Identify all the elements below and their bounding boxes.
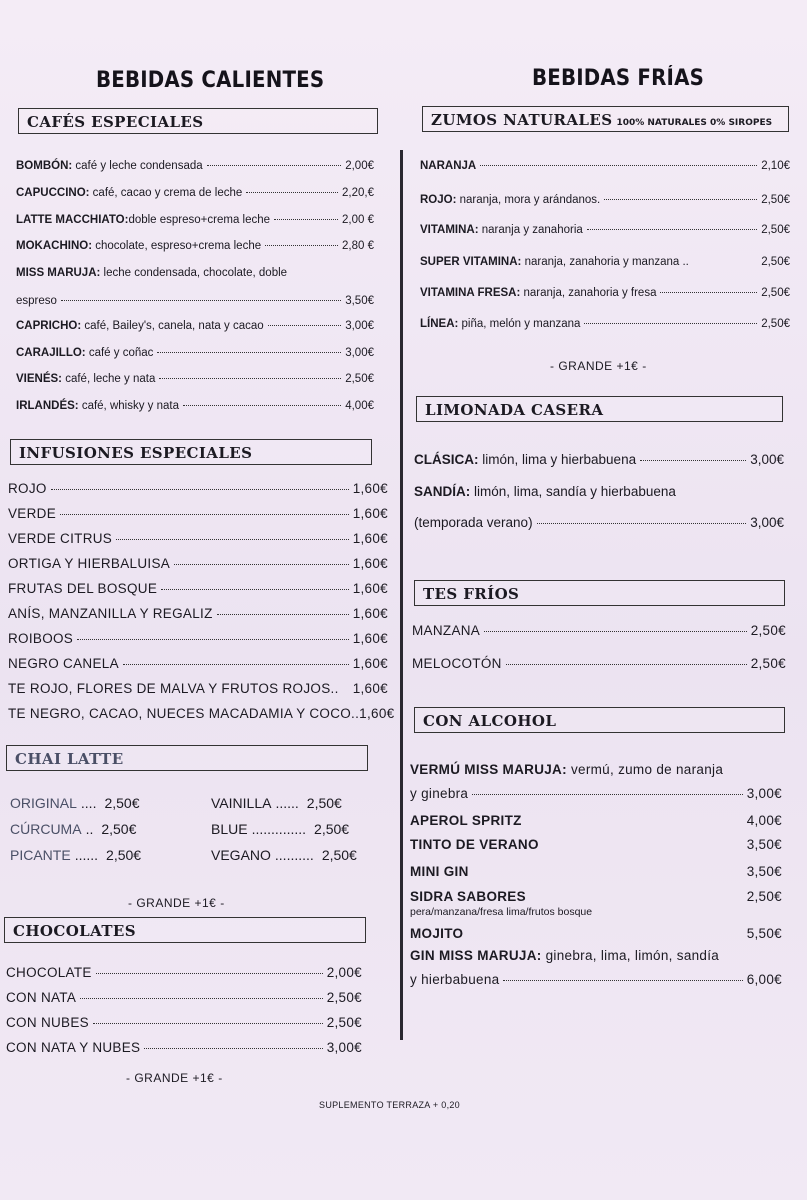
item-price: 2,50€ <box>106 847 142 863</box>
section-chai-latte: CHAI LATTE <box>6 745 368 771</box>
zumo-item <box>420 287 790 299</box>
item-price: 6,00€ <box>746 972 782 987</box>
infusion-item <box>8 631 388 646</box>
cafe-item <box>16 214 374 226</box>
item-name: APEROL SPRITZ <box>410 813 522 828</box>
item-name: FRUTAS DEL BOSQUE <box>8 581 158 596</box>
cafe-item <box>16 187 374 199</box>
infusion-item <box>8 606 388 621</box>
infusion-item <box>8 556 388 571</box>
item-name: PICANTE <box>10 847 71 863</box>
dot-leader: .... <box>80 795 97 811</box>
dot-leader <box>77 638 349 640</box>
item-price: 3,50€ <box>746 864 782 879</box>
item-description: limón, lima, sandía y hierbabuena <box>470 484 676 499</box>
item-price: 3,00€ <box>750 452 784 467</box>
section-zumos-naturales <box>422 106 789 132</box>
dot-leader <box>93 1022 323 1024</box>
item-name: MANZANA <box>412 623 481 638</box>
dot-leader <box>503 979 742 981</box>
te-item <box>412 623 786 638</box>
chai-item <box>211 847 357 863</box>
chai-item <box>10 847 141 863</box>
infusion-item <box>8 706 395 721</box>
item-price: 2,80 € <box>342 240 374 252</box>
dot-leader <box>268 324 342 326</box>
item-description: y hierbabuena <box>410 972 500 987</box>
dot-leader: ...... <box>74 847 99 863</box>
zumo-item <box>420 194 790 206</box>
limonada-item <box>414 484 784 499</box>
item-price: 1,60€ <box>352 481 388 496</box>
zumos-grande-note: - GRANDE +1€ - <box>550 359 647 373</box>
item-price: 3,00€ <box>750 515 784 530</box>
infusion-item <box>8 581 388 596</box>
infusion-item <box>8 656 388 671</box>
zumo-item <box>420 318 790 330</box>
item-name: CON NATA <box>6 990 77 1005</box>
item-name: ANÍS, MANZANILLA Y REGALIZ <box>8 606 213 621</box>
item-name: ROIBOOS <box>8 631 74 646</box>
item-description: limón, lima y hierbabuena <box>478 452 637 467</box>
chocolate-item <box>6 965 362 980</box>
item-name: CAPRICHO: <box>16 320 82 332</box>
item-price: 4,00€ <box>345 400 374 412</box>
item-price: 1,60€ <box>352 581 388 596</box>
cold-drinks-title: BEBIDAS FRÍAS <box>532 66 705 91</box>
item-name: MOJITO <box>410 926 464 941</box>
dot-leader <box>484 630 747 632</box>
item-price: 2,50€ <box>761 224 790 236</box>
cafe-item <box>16 160 374 172</box>
item-price: 2,50€ <box>326 1015 362 1030</box>
item-description: café, leche y nata <box>62 373 156 385</box>
dot-leader <box>51 488 349 490</box>
section-chocolates: CHOCOLATES <box>4 917 366 943</box>
item-name: BLUE <box>211 821 248 837</box>
hot-drinks-title: BEBIDAS CALIENTES <box>96 68 325 93</box>
item-name: VITAMINA FRESA: <box>420 287 521 299</box>
item-price: 2,00€ <box>345 160 374 172</box>
item-name: NARANJA <box>420 160 477 172</box>
infusion-item <box>8 681 388 696</box>
item-price: 2,50€ <box>750 656 786 671</box>
item-name: NEGRO CANELA <box>8 656 119 671</box>
item-price: 2,50€ <box>104 795 140 811</box>
dot-leader <box>183 404 341 406</box>
item-name: VERDE <box>8 506 57 521</box>
item-name: IRLANDÉS: <box>16 400 79 412</box>
item-name: VAINILLA <box>211 795 272 811</box>
item-name: VERMÚ MISS MARUJA: <box>410 762 567 777</box>
item-name: TINTO DE VERANO <box>410 837 539 852</box>
item-price: 2,50€ <box>101 821 137 837</box>
dot-leader <box>246 191 338 193</box>
chocolate-item <box>6 1015 362 1030</box>
item-description: naranja y zanahoria <box>478 224 583 236</box>
alcohol-item <box>410 889 782 904</box>
item-price: 3,00€ <box>345 320 374 332</box>
alcohol-item <box>410 786 782 801</box>
dot-leader <box>537 522 747 524</box>
alcohol-item <box>410 972 782 987</box>
footer-terraza: SUPLEMENTO TERRAZA + 0,20 <box>319 1100 460 1110</box>
item-description: espreso <box>16 295 57 307</box>
chai-item <box>211 821 349 837</box>
item-price: 2,00€ <box>326 965 362 980</box>
alcohol-item <box>410 762 782 777</box>
item-name: TE NEGRO, CACAO, NUECES MACADAMIA Y COCO.. <box>8 706 360 721</box>
item-name: VIENÉS: <box>16 373 63 385</box>
item-price: 1,60€ <box>352 631 388 646</box>
item-name: ORIGINAL <box>10 795 77 811</box>
alcohol-item <box>410 926 782 941</box>
chai-item <box>10 821 136 837</box>
item-name: TE ROJO, FLORES DE MALVA Y FRUTOS ROJOS.. <box>8 681 339 696</box>
dot-leader: .......... <box>274 847 314 863</box>
zumo-item <box>420 256 790 268</box>
item-description: ginebra, lima, limón, sandía <box>541 948 720 963</box>
item-description: piña, melón y manzana <box>458 318 581 330</box>
dot-leader <box>472 793 742 795</box>
dot-leader <box>116 538 349 540</box>
item-price: 1,60€ <box>352 656 388 671</box>
item-name: MISS MARUJA: <box>16 267 101 279</box>
chocolate-item <box>6 1040 362 1055</box>
dot-leader <box>159 377 341 379</box>
dot-leader: ...... <box>275 795 299 811</box>
item-price: 3,50€ <box>345 295 374 307</box>
item-description: café y leche condensada <box>72 160 203 172</box>
cafe-item <box>16 373 374 385</box>
item-price: 1,60€ <box>352 606 388 621</box>
sidra-flavours: pera/manzana/fresa lima/frutos bosque <box>410 906 593 918</box>
alcohol-item <box>410 837 782 852</box>
item-price: 5,50€ <box>746 926 782 941</box>
item-price: 2,50€ <box>746 889 782 904</box>
item-description: leche condensada, chocolate, doble <box>100 267 288 279</box>
item-price: 3,00€ <box>345 347 374 359</box>
dot-leader <box>640 459 746 461</box>
item-price: 1,60€ <box>352 531 388 546</box>
item-description: naranja, zanahoria y manzana .. <box>521 256 689 268</box>
item-description: naranja, mora y arándanos. <box>456 194 601 206</box>
chocolates-grande-note: - GRANDE +1€ - <box>126 1071 223 1085</box>
item-description: café y coñac <box>85 347 154 359</box>
cafe-item <box>16 347 374 359</box>
zumos-title: ZUMOS NATURALES <box>431 111 613 129</box>
item-name: CON NUBES <box>6 1015 89 1030</box>
dot-leader <box>265 244 338 246</box>
item-description: (temporada verano) <box>414 515 533 530</box>
item-name: ROJO <box>8 481 47 496</box>
section-limonada: LIMONADA CASERA <box>416 396 783 422</box>
dot-leader <box>660 291 757 293</box>
item-price: 2,50€ <box>761 256 790 268</box>
item-price: 2,50€ <box>761 194 790 206</box>
item-description: vermú, zumo de naranja <box>566 762 724 777</box>
item-description: y ginebra <box>410 786 469 801</box>
item-price: 1,60€ <box>352 556 388 571</box>
alcohol-item <box>410 813 782 828</box>
dot-leader <box>587 228 757 230</box>
cafe-item <box>16 400 374 412</box>
dot-leader <box>274 218 338 220</box>
item-price: 2,00 € <box>342 214 374 226</box>
section-con-alcohol: CON ALCOHOL <box>414 707 785 733</box>
item-name: CHOCOLATE <box>6 965 92 980</box>
section-tes-frios: TES FRÍOS <box>414 580 785 606</box>
dot-leader <box>217 613 349 615</box>
column-divider <box>400 150 403 1040</box>
dot-leader <box>161 588 349 590</box>
item-name: GIN MISS MARUJA: <box>410 948 542 963</box>
chai-item <box>10 795 140 811</box>
chai-item <box>211 795 342 811</box>
item-price: 2,50€ <box>321 847 357 863</box>
item-name: ROJO: <box>420 194 457 206</box>
dot-leader <box>174 563 349 565</box>
item-price: 3,00€ <box>746 786 782 801</box>
item-name: CON NATA Y NUBES <box>6 1040 141 1055</box>
item-price: 2,50€ <box>761 287 790 299</box>
item-price: 2,50€ <box>750 623 786 638</box>
section-cafes-especiales: CAFÉS ESPECIALES <box>18 108 378 134</box>
alcohol-item <box>410 948 782 963</box>
infusion-item <box>8 506 388 521</box>
item-price: 2,50€ <box>345 373 374 385</box>
cafe-item <box>16 240 374 252</box>
item-name: ORTIGA Y HIERBALUISA <box>8 556 171 571</box>
zumo-item <box>420 224 790 236</box>
item-name: MINI GIN <box>410 864 469 879</box>
item-name: MOKACHINO: <box>16 240 93 252</box>
item-price: 1,60€ <box>352 506 388 521</box>
alcohol-item <box>410 864 782 879</box>
item-price: 2,50€ <box>761 318 790 330</box>
item-description: café, whisky y nata <box>78 400 179 412</box>
dot-leader: .. <box>85 821 94 837</box>
item-name: VEGANO <box>211 847 271 863</box>
limonada-item <box>414 515 784 530</box>
dot-leader <box>96 972 323 974</box>
item-name: SIDRA SABORES <box>410 889 526 904</box>
section-infusiones: INFUSIONES ESPECIALES <box>10 439 372 465</box>
item-name: MELOCOTÓN <box>412 656 502 671</box>
dot-leader <box>157 351 341 353</box>
infusion-item <box>8 531 388 546</box>
cafe-item <box>16 267 374 279</box>
te-item <box>412 656 786 671</box>
item-name: VERDE CITRUS <box>8 531 113 546</box>
item-name: CLÁSICA: <box>414 452 479 467</box>
item-description: naranja, zanahoria y fresa <box>520 287 657 299</box>
item-name: LATTE MACCHIATO: <box>16 214 129 226</box>
item-price: 2,10€ <box>761 160 790 172</box>
item-name: LÍNEA: <box>420 318 459 330</box>
dot-leader <box>144 1047 322 1049</box>
item-name: CAPUCCINO: <box>16 187 90 199</box>
dot-leader <box>604 198 757 200</box>
dot-leader <box>584 322 757 324</box>
item-price: 3,00€ <box>326 1040 362 1055</box>
item-price: 1,60€ <box>359 706 395 721</box>
dot-leader <box>123 663 349 665</box>
item-price: 2,50€ <box>306 795 342 811</box>
chocolate-item <box>6 990 362 1005</box>
dot-leader <box>207 164 342 166</box>
item-name: SANDÍA: <box>414 484 471 499</box>
item-name: CARAJILLO: <box>16 347 86 359</box>
item-name: VITAMINA: <box>420 224 479 236</box>
dot-leader: .............. <box>251 821 307 837</box>
dot-leader <box>480 164 757 166</box>
item-price: 2,50€ <box>326 990 362 1005</box>
item-price: 2,50€ <box>314 821 350 837</box>
item-price: 4,00€ <box>746 813 782 828</box>
item-description: doble espreso+crema leche <box>128 214 271 226</box>
item-name: SUPER VITAMINA: <box>420 256 522 268</box>
dot-leader <box>80 997 323 999</box>
item-price: 2,20,€ <box>342 187 374 199</box>
infusion-item <box>8 481 388 496</box>
cafe-item <box>16 320 374 332</box>
cafe-item <box>16 295 374 307</box>
dot-leader <box>506 663 747 665</box>
item-description: café, Bailey's, canela, nata y cacao <box>81 320 264 332</box>
item-name: BOMBÓN: <box>16 160 73 172</box>
zumos-subtitle: 100% NATURALES 0% SIROPES <box>616 118 773 128</box>
item-price: 1,60€ <box>352 681 388 696</box>
limonada-item <box>414 452 784 467</box>
zumo-item <box>420 160 790 172</box>
item-description: café, cacao y crema de leche <box>89 187 243 199</box>
item-description: chocolate, espreso+crema leche <box>92 240 262 252</box>
item-name: CÚRCUMA <box>10 821 82 837</box>
item-price: 3,50€ <box>746 837 782 852</box>
chai-grande-note: - GRANDE +1€ - <box>128 896 225 910</box>
dot-leader <box>60 513 349 515</box>
dot-leader <box>61 299 341 301</box>
